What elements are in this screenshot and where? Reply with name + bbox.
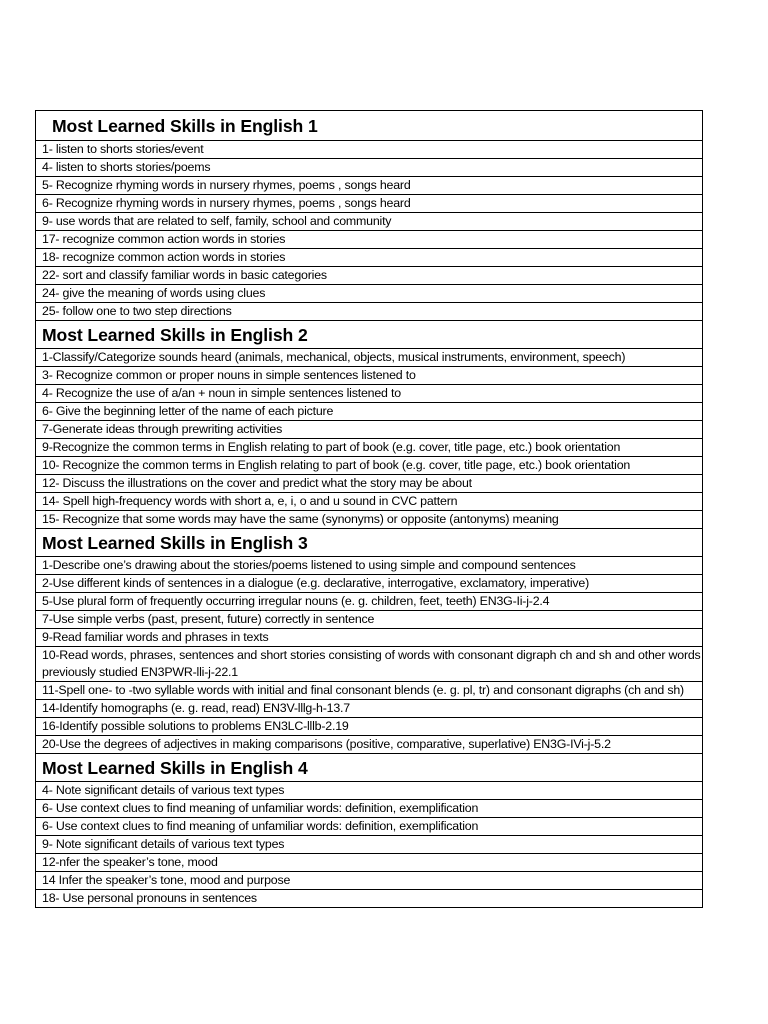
skill-text: 11-Spell one- to -two syllable words with initial and final consonant blends (e. g. pl, tr) and consonant digraphs (ch and sh) [36, 682, 703, 700]
skill-row [36, 718, 703, 736]
skill-row [36, 782, 703, 800]
skill-row [36, 439, 703, 457]
skill-row [36, 700, 703, 718]
skill-row [36, 195, 703, 213]
skill-text: 10-Read words, phrases, sentences and short stories consisting of words with consonant digraph ch and sh and other words previously studied EN3PWR-lli-j-22.1 [36, 647, 703, 682]
skill-row [36, 629, 703, 647]
skill-text: 7-Use simple verbs (past, present, future) correctly in sentence [36, 611, 703, 629]
skill-row [36, 890, 703, 908]
skill-text: 5-Use plural form of frequently occurring irregular nouns (e. g. children, feet, teeth) EN3G-Ii-j-2.4 [36, 593, 703, 611]
skill-text: 12-nfer the speaker’s tone, mood [36, 854, 703, 872]
skill-row [36, 557, 703, 575]
skill-row [36, 854, 703, 872]
section-header-row [36, 529, 703, 557]
skill-text: 1-Classify/Categorize sounds heard (animals, mechanical, objects, musical instruments, environment, speech) [36, 349, 703, 367]
skill-text: 20-Use the degrees of adjectives in making comparisons (positive, comparative, superlative) EN3G-IVi-j-5.2 [36, 736, 703, 754]
skill-row [36, 285, 703, 303]
skill-text: 9-Recognize the common terms in English relating to part of book (e.g. cover, title page, etc.) book orientation [36, 439, 703, 457]
skill-text: 14- Spell high-frequency words with short a, e, i, o and u sound in CVC pattern [36, 493, 703, 511]
skill-text: 3- Recognize common or proper nouns in simple sentences listened to [36, 367, 703, 385]
skill-text: 5- Recognize rhyming words in nursery rhymes, poems , songs heard [36, 177, 703, 195]
skill-text: 4- listen to shorts stories/poems [36, 159, 703, 177]
skill-text: 7-Generate ideas through prewriting activities [36, 421, 703, 439]
skill-row [36, 267, 703, 285]
skill-text: 16-Identify possible solutions to problems EN3LC-lllb-2.19 [36, 718, 703, 736]
skill-row [36, 249, 703, 267]
skill-text: 9-Read familiar words and phrases in texts [36, 629, 703, 647]
skill-row [36, 367, 703, 385]
skill-text: 6- Give the beginning letter of the name of each picture [36, 403, 703, 421]
skill-text: 25- follow one to two step directions [36, 303, 703, 321]
skill-row [36, 818, 703, 836]
skill-text: 14 Infer the speaker’s tone, mood and purpose [36, 872, 703, 890]
skill-text: 1- listen to shorts stories/event [36, 141, 703, 159]
skill-text: 4- Recognize the use of a/an + noun in simple sentences listened to [36, 385, 703, 403]
skill-row [36, 611, 703, 629]
skill-row [36, 403, 703, 421]
skill-text: 10- Recognize the common terms in English relating to part of book (e.g. cover, title page, etc.) book orientation [36, 457, 703, 475]
section-header-row [36, 754, 703, 782]
skill-row [36, 836, 703, 854]
skill-text: 24- give the meaning of words using clues [36, 285, 703, 303]
skill-text: 9- use words that are related to self, family, school and community [36, 213, 703, 231]
skill-text: 22- sort and classify familiar words in basic categories [36, 267, 703, 285]
skill-row [36, 475, 703, 493]
skill-text: 17- recognize common action words in stories [36, 231, 703, 249]
section-title: Most Learned Skills in English 1 [36, 111, 703, 141]
skill-row [36, 349, 703, 367]
skill-text: 15- Recognize that some words may have the same (synonyms) or opposite (antonyms) meaning [36, 511, 703, 529]
skill-text: 9- Note significant details of various text types [36, 836, 703, 854]
skill-row [36, 682, 703, 700]
skill-row [36, 177, 703, 195]
skill-row [36, 647, 703, 682]
skill-text: 12- Discuss the illustrations on the cover and predict what the story may be about [36, 475, 703, 493]
section-title: Most Learned Skills in English 3 [36, 529, 703, 557]
skill-row [36, 385, 703, 403]
skill-text: 6- Use context clues to find meaning of unfamiliar words: definition, exemplification [36, 818, 703, 836]
skill-row [36, 421, 703, 439]
skill-row [36, 872, 703, 890]
skill-row [36, 231, 703, 249]
skills-table [35, 110, 703, 908]
skill-row [36, 303, 703, 321]
section-title: Most Learned Skills in English 4 [36, 754, 703, 782]
skill-text: 6- Recognize rhyming words in nursery rhymes, poems , songs heard [36, 195, 703, 213]
skill-text: 18- recognize common action words in stories [36, 249, 703, 267]
section-header-row [36, 321, 703, 349]
section-header-row [36, 111, 703, 141]
skill-row [36, 511, 703, 529]
skill-row [36, 800, 703, 818]
skill-text: 18- Use personal pronouns in sentences [36, 890, 703, 908]
skill-row [36, 736, 703, 754]
skill-text: 14-Identify homographs (e. g. read, read) EN3V-lllg-h-13.7 [36, 700, 703, 718]
skill-row [36, 213, 703, 231]
skill-text: 1-Describe one’s drawing about the stories/poems listened to using simple and compound sentences [36, 557, 703, 575]
section-title: Most Learned Skills in English 2 [36, 321, 703, 349]
skill-row [36, 493, 703, 511]
skill-text: 2-Use different kinds of sentences in a dialogue (e.g. declarative, interrogative, exclamatory, imperative) [36, 575, 703, 593]
skill-row [36, 575, 703, 593]
skill-row [36, 593, 703, 611]
skill-text: 4- Note significant details of various text types [36, 782, 703, 800]
skill-row [36, 141, 703, 159]
skill-row [36, 159, 703, 177]
skill-row [36, 457, 703, 475]
skill-text: 6- Use context clues to find meaning of unfamiliar words: definition, exemplification [36, 800, 703, 818]
